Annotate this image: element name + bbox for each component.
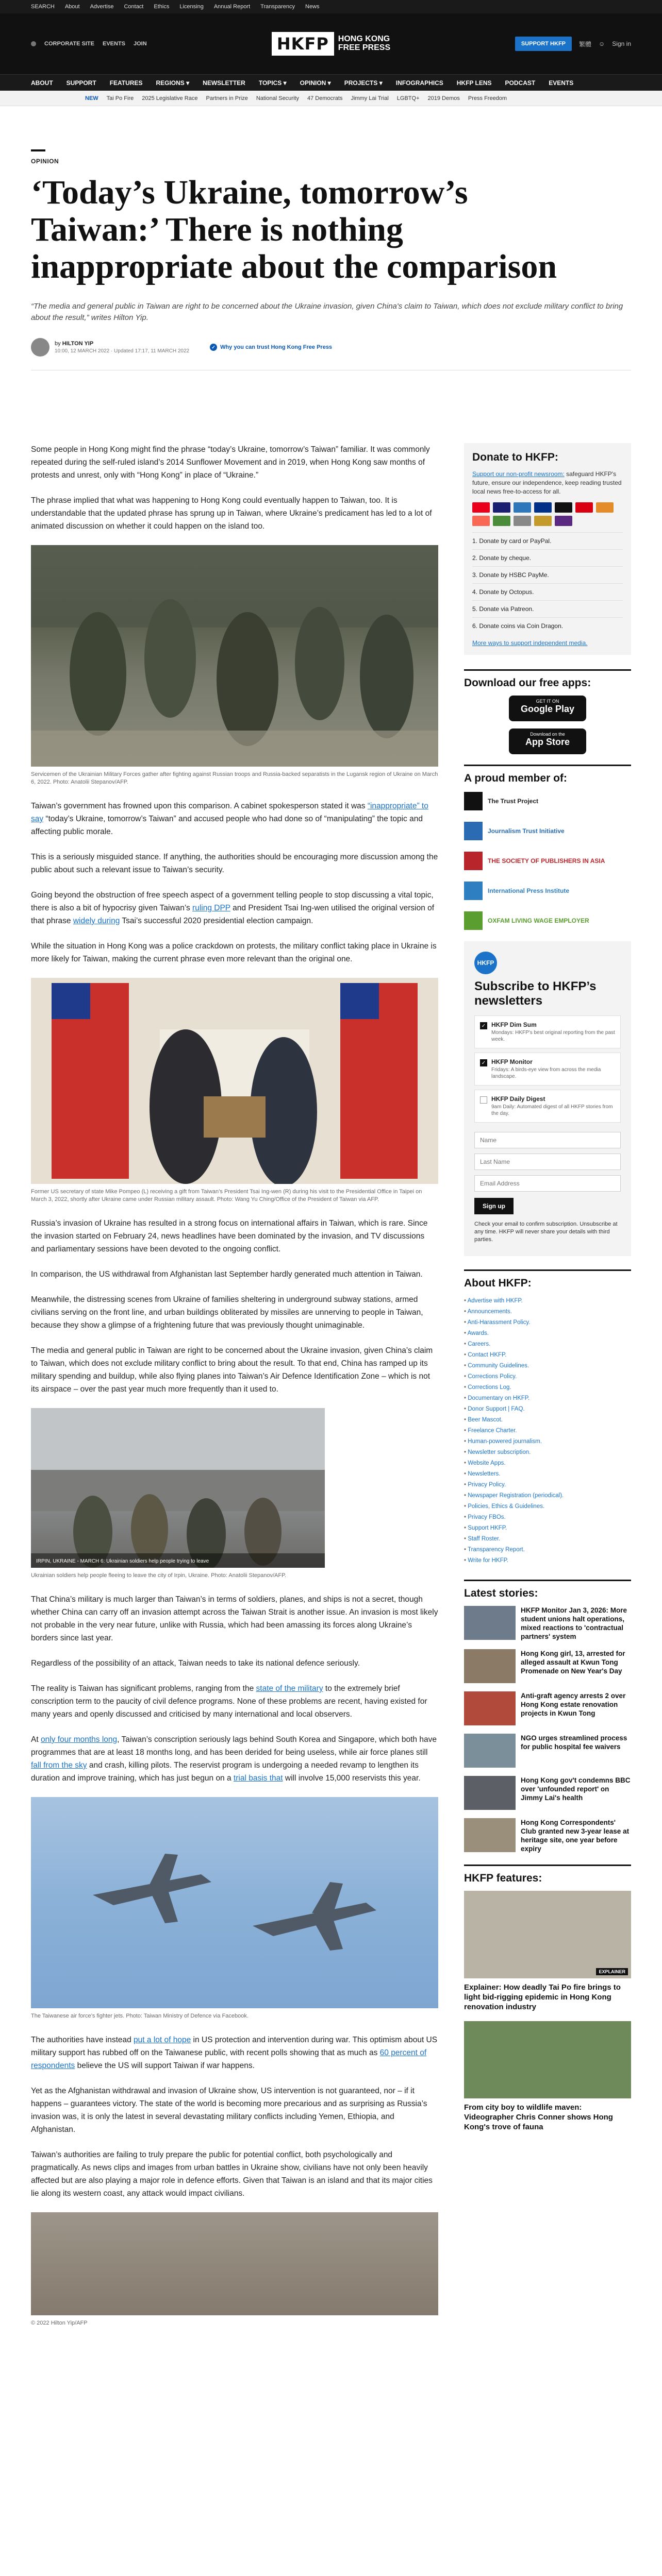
inline-link[interactable]: only four months long [40,1735,118,1744]
photo-caption: © 2022 Hilton Yip/AFP [31,2320,88,2326]
newsletter-option[interactable] [474,1015,621,1048]
newsletter-widget [464,941,631,1256]
about-link[interactable]: • Corrections Log. [464,1382,631,1393]
paragraph: That China’s military is much larger than Taiwan’s in terms of soldiers, planes, and ships is not a secret, though whether China can carry off an invasion attempt across the Taiwan Strait is another issue. An invasion is most likely not probable in the very near future, unlike with Russia, which had been amassing its forces along Ukraine’s borders since last year. [31,1595,438,1642]
newsletter-option-text [491,1021,615,1043]
feature-title[interactable]: From city boy to wildlife maven: Videographer Chris Conner shows Hong Kong's trove of fauna [464,2103,613,2131]
header-left-links [31,41,258,47]
paragraph: Meanwhile, the distressing scenes from Ukraine of families sheltering in underground subway stations, armed civilians serving on the front line, and urban buildings obliterated by missiles are unnerving to people in Taiwan, because they show a glimpse of a frightening future that was previously thought unimaginable. [31,1295,423,1330]
shield-icon: ✓ [210,344,217,351]
donate-option[interactable]: 3. Donate by HSBC PayMe. [472,566,623,583]
nav-hkfp-lens[interactable]: HKFP LENS [456,79,492,87]
byline-prefix: by [55,341,61,347]
fps-icon [493,516,510,526]
newsletter-option-text [491,1095,615,1117]
author-avatar[interactable] [31,338,49,357]
paragraph: Taiwan’s authorities are failing to truly prepare the public for potential conflict, both psychologically and pragmatically. As news clips and images from urban battles in Ukraine show, civilians have not only been heavily affected but are also playing a major role in defence efforts. Given that Taiwan is an island and that its major cities lie along its western coast, any attack would impact civilians. [31,2150,433,2198]
newsletter-desc: Mondays: HKFP's best original reporting from the past week. [491,1030,615,1042]
member-label: OXFAM LIVING WAGE EMPLOYER [488,917,589,924]
inline-link[interactable]: put a lot of hope [134,2036,191,2044]
feature-thumbnail[interactable] [464,2021,631,2098]
figure-ukrainian-soldiers [31,545,438,786]
sidebar [464,443,631,2141]
member-oxfam[interactable] [464,910,631,931]
topbar-search[interactable]: SEARCH [31,4,55,10]
trending-link[interactable]: LGBTQ+ [396,95,420,101]
google-play-badge[interactable] [509,696,586,721]
photo-overlay-text: IRPIN, UKRAINE - MARCH 6: Ukrainian soldiers help people trying to leave [36,1558,209,1564]
donate-option[interactable]: 5. Donate via Patreon. [472,600,623,617]
paragraph: Regardless of the possibility of an attack, Taiwan needs to take its national defence seriously. [31,1659,360,1668]
about-link[interactable]: • Contact HKFP. [464,1350,631,1361]
paragraph [31,2033,438,2072]
divider [464,1269,631,1271]
photo-caption: Servicemen of the Ukrainian Military Forces gather after fighting against Russian troops and Russia-backed separatists in the Lugansk region of Ukraine on March 6, 2022. Photo: Anatolii Stepanov/AFP. [31,771,438,785]
paragraph: Russia’s invasion of Ukraine has resulted in a strong focus on international affairs in Taiwan, which is rare. Since the invasion started on February 24, news headlines have been dominated by the invasion, and TV discussions and parliamentary sessions have been devoted to the ongoing conflict. [31,1219,428,1253]
email-input[interactable] [474,1175,621,1192]
checkbox-checked[interactable]: ✓ [480,1022,487,1029]
site-logo[interactable] [272,32,390,56]
trending-link[interactable]: National Security [256,95,299,101]
inline-link[interactable]: fall from the sky [31,1761,87,1770]
paragraph-text: Taiwan’s government has frowned upon this comparison. A cabinet spokesperson stated it was [31,802,368,810]
nav-opinion[interactable]: OPINION ▾ [300,79,331,87]
photo-fighter-jets[interactable] [31,1797,438,2008]
inline-link[interactable]: state of the military [256,1684,323,1693]
paragraph: In comparison, the US withdrawal from Afghanistan last September hardly generated much attention in Taiwan. [31,1270,423,1279]
photo-caption: The Taiwanese air force’s fighter jets. Photo: Taiwan Ministry of Defence via Facebook. [31,2013,249,2019]
payment-methods [472,502,623,526]
about-link[interactable]: • Newsletters. [464,1469,631,1480]
nav-events[interactable]: EVENTS [549,79,574,87]
app-store-big: App Store [525,737,570,747]
member-jti[interactable] [464,821,631,841]
paragraph-text: The authorities have instead [31,2036,134,2044]
photo-pompeo-tsai-art [31,978,438,1184]
nav-topics[interactable]: TOPICS ▾ [258,79,287,87]
newsletter-desc: 9am Daily: Automated digest of all HKFP stories from the day. [491,1104,613,1116]
inline-link[interactable]: ruling DPP [192,904,230,912]
about-link[interactable]: • Transparency Report. [464,1545,631,1555]
paragraph-text: Going beyond the obstruction of free speech aspect of a government telling people to stop discussing a vital topic, there is also a bit of hypocrisy given Taiwan’s [31,891,434,912]
newsletter-name: HKFP Daily Digest [491,1095,545,1103]
checkbox-unchecked[interactable] [480,1096,487,1104]
octopus-icon [596,502,614,513]
top-utility-bar [0,0,662,13]
mastercard-icon [472,502,490,513]
divider [464,669,631,671]
byline [31,338,631,357]
site-header [0,13,662,74]
topbar-annual-report[interactable]: Annual Report [213,4,251,10]
donate-title: Donate to HKFP: [472,451,558,463]
latest-story[interactable] [464,1776,631,1810]
about-link[interactable]: • Website Apps. [464,1458,631,1469]
story-thumbnail[interactable] [464,1606,516,1640]
article-body [31,443,438,2341]
signin-link[interactable]: Sign in [612,40,631,47]
figure-bottom [31,2212,438,2327]
donate-option[interactable]: 1. Donate by card or PayPal. [472,532,623,549]
article-header [31,149,631,370]
donate-intro-link[interactable]: Support our non-profit newsroom: [472,470,565,478]
about-link[interactable]: • Anti-Harassment Policy. [464,1317,631,1328]
members-title: A proud member of: [464,772,567,784]
latest-story[interactable] [464,1734,631,1768]
article-headline: ‘Today’s Ukraine, tomorrow’s Taiwan:’ There is nothing inappropriate about the comparison [31,174,557,285]
newsletter-title: Subscribe to HKFP’s newsletters [474,979,597,1008]
paragraph-text: At [31,1735,41,1744]
trending-link[interactable]: 2025 Legislative Race [142,95,198,101]
newsletter-option[interactable] [474,1090,621,1123]
section-rule [31,149,45,151]
trending-link[interactable]: Jimmy Lai Trial [351,95,389,101]
support-button[interactable]: SUPPORT HKFP [515,37,572,51]
inline-link[interactable]: trial basis that [233,1774,283,1783]
about-link[interactable]: • Corrections Policy. [464,1371,631,1382]
about-link[interactable]: • Community Guidelines. [464,1361,631,1371]
donate-intro [472,470,623,496]
trending-link[interactable]: Partners in Prize [206,95,248,101]
about-link[interactable]: • Human-powered journalism. [464,1436,631,1447]
photo-jets-art [31,1797,438,2008]
topbar-contact[interactable]: Contact [124,4,144,10]
topbar-ethics[interactable]: Ethics [154,4,170,10]
about-link[interactable]: • Advertise with HKFP. [464,1296,631,1307]
cheque-icon [514,516,531,526]
paragraph-text: in US protection and intervention during war. This optimism about US military support has rubbed off on the Taiwanese public, with recent polls showing that as much as [31,2036,438,2057]
latest-story[interactable] [464,1649,631,1683]
paragraph-text: Tsai’s successful 2020 presidential election campaign. [120,917,313,925]
why-trust-label: Why you can trust Hong Kong Free Press [220,344,333,350]
divider [464,1865,631,1866]
story-title[interactable]: NGO urges streamlined process for public hospital fee waivers [521,1734,627,1751]
features-title: HKFP features: [464,1872,542,1884]
about-link[interactable]: • Beer Mascot. [464,1415,631,1426]
paragraph: The media and general public in Taiwan are right to be concerned about the Ukraine invasion, given China’s claim to Taiwan, which does not exclude military conflict to bring about the result. To that end, China has ramped up its military spending and buildup, while also flying planes into Taiwan’s Air Defence Identification Zone – which is not its airspace – over the past year much more frequently than it used to. [31,1346,433,1394]
logo-line-2: FREE PRESS [338,43,391,52]
paragraph: The phrase implied that what was happening to Hong Kong could eventually happen to Taiwan, too. It is understandable that the updated phrase has sprung up in Taiwan, where Ukraine’s predicament has led to a lot of animated discussion on whether it could happen on the island too. [31,496,432,531]
hsbc-icon [575,502,593,513]
paragraph: While the situation in Hong Kong was a police crackdown on protests, the military conflict taking place in Ukraine is more likely for Taiwan, making the current phrase even more relevant than the original one. [31,942,437,963]
user-icon[interactable]: ☺ [599,40,605,47]
author-name[interactable]: HILTON YIP [62,341,94,347]
about-link[interactable]: • Documentary on HKFP. [464,1393,631,1404]
member-label: THE SOCIETY OF PUBLISHERS IN ASIA [488,857,605,865]
trending-link[interactable]: Tai Po Fire [106,95,134,101]
feature-thumbnail[interactable] [464,1891,631,1978]
member-label: The Trust Project [488,798,539,805]
latest-story[interactable] [464,1818,631,1853]
donate-option[interactable]: 2. Donate by cheque. [472,549,623,566]
logo-line-1: HONG KONG [338,35,390,44]
header-link-events[interactable]: EVENTS [102,41,125,47]
checkbox-checked[interactable]: ✓ [480,1059,487,1066]
figure-irpin [31,1408,438,1580]
header-actions [404,37,631,51]
divider [464,765,631,766]
story-title[interactable]: Anti-graft agency arrests 2 over Hong Kong estate renovation projects in Kwun Tong [521,1692,626,1717]
member-trust-project[interactable] [464,791,631,811]
main-navigation [0,74,662,91]
logo-mark: HKFP [272,32,334,56]
latest-title: Latest stories: [464,1587,538,1599]
header-link-join[interactable]: JOIN [134,41,147,47]
photo-soldiers[interactable] [31,545,438,767]
paragraph [31,889,438,927]
trust-project-logo [464,792,483,810]
divider [464,1580,631,1581]
feature-title[interactable]: Explainer: How deadly Tai Po fire brings to light bid-rigging epidemic in Hong Kong renovation industry [464,1983,621,2011]
paragraph [31,1682,438,1721]
nav-features[interactable]: FEATURES [109,79,143,87]
ipi-logo [464,882,483,900]
about-link[interactable]: • Announcements. [464,1307,631,1317]
publish-date: 10:00, 12 MARCH 2022 · Updated 17:17, 11 MARCH 2022 [55,348,190,354]
google-play-small: GET IT ON [536,699,559,704]
app-store-badge[interactable] [509,728,586,754]
story-thumbnail[interactable] [464,1691,516,1725]
about-link[interactable]: • Privacy Policy. [464,1480,631,1490]
topbar-advertise[interactable]: Advertise [90,4,114,10]
photo-caption: Ukrainian soldiers help people fleeing to leave the city of Irpin, Ukraine. Photo: Anatolii Stepanov/AFP. [31,1572,287,1579]
amex-icon [514,502,531,513]
donate-option[interactable]: 4. Donate by Octopus. [472,583,623,600]
app-store-small: Download on the [530,732,565,737]
figure-fighter-jets [31,1797,438,2020]
nav-support[interactable]: SUPPORT [66,79,96,87]
photo-caption: Former US secretary of state Mike Pompeo (L) receiving a gift from Taiwan’s President Tsai Ing-wen (R) during his visit to the Presidential Office in Taipei on March 3, 2022, shortly after Ukraine came under Russian military assault. Photo: Wang Yu Ching/Office of the President of Taiwan via AFP. [31,1189,422,1202]
story-thumbnail[interactable] [464,1776,516,1810]
paragraph: This is a seriously misguided stance. If anything, the authorities should be encouraging more discussion among the public about such a relevant issue to Taiwan’s security. [31,853,438,874]
sopa-logo [464,852,483,870]
alipay-icon [555,516,572,526]
topbar-licensing[interactable]: Licensing [179,4,204,10]
story-thumbnail[interactable] [464,1818,516,1852]
first-name-input[interactable] [474,1132,621,1148]
newsletter-option-text [491,1058,615,1080]
apple-pay-icon [555,502,572,513]
why-trust-link[interactable] [210,344,332,351]
photo-pompeo-tsai[interactable] [31,978,438,1184]
photo-irpin[interactable] [31,1408,325,1568]
newsletter-name: HKFP Dim Sum [491,1021,537,1028]
apps-title: Download our free apps: [464,677,591,689]
coin-icon [534,516,552,526]
author-line [55,341,189,347]
hkfp-logo-icon: HKFP [474,952,497,974]
topbar-transparency[interactable]: Transparency [260,4,295,10]
paragraph: Yet as the Afghanistan withdrawal and invasion of Ukraine show, US intervention is not guaranteed, nor – if it happens – guarantees victory. The state of the world is becoming more precarious and as surprising as Russia’s invasion was, it is only the latest in several devastating military conflicts including Yemen, Ethiopia, and Afghanistan. [31,2087,427,2134]
about-link[interactable]: • Newsletter subscription. [464,1447,631,1458]
donate-option[interactable]: 6. Donate coins via Coin Dragon. [472,617,623,634]
paragraph-text: and crash, killing pilots. The reservist program is undergoing a needed revamp to lengthen its duration and improve training, which has just begun on a [31,1761,419,1783]
paragraph-text: will involve 15,000 reservists this year. [283,1774,421,1783]
nav-regions[interactable]: REGIONS ▾ [156,79,190,87]
member-sopa[interactable] [464,851,631,871]
inline-link[interactable]: “inappropriate” to say [31,802,428,823]
paragraph-text: “today’s Ukraine, tomorrow’s Taiwan” and accused people who had done so of “manipulating” the topic and affecting public morale. [31,815,423,836]
paragraph-text: , Taiwan’s conscription seriously lags behind South Korea and Singapore, which both have programmes that are at least 18 months long, and has been derided for being useless, while air force planes still [31,1735,437,1757]
paragraph [31,800,438,838]
about-link[interactable]: • Policies, Ethics & Guidelines. [464,1501,631,1512]
nav-newsletter[interactable]: NEWSLETTER [203,79,245,87]
donate-more-link[interactable]: More ways to support independent media. [472,639,588,647]
header-link-corporate[interactable]: CORPORATE SITE [44,41,94,47]
about-link[interactable]: • Staff Roster. [464,1534,631,1545]
article-standfirst: “The media and general public in Taiwan are right to be concerned about the Ukraine invasion, given China's claim to Taiwan, which does not exclude military conflict to bring about the result,” writes Hilton Yip. [31,302,623,322]
nav-podcast[interactable]: PODCAST [505,79,536,87]
about-title: About HKFP: [464,1277,532,1289]
globe-icon [31,41,36,46]
trending-link[interactable]: Press Freedom [468,95,507,101]
about-link[interactable]: • Privacy FBOs. [464,1512,631,1523]
google-play-big: Google Play [520,704,575,714]
story-title[interactable]: Hong Kong Correspondents' Club granted new 3-year lease at heritage site, one year before expiry [521,1819,630,1853]
photo-soldiers-art [31,545,438,767]
nav-projects[interactable]: PROJECTS ▾ [344,79,383,87]
about-link[interactable]: • Careers. [464,1339,631,1350]
oxfam-logo [464,911,483,930]
signup-button[interactable]: Sign up [474,1198,514,1214]
feature-story[interactable] [464,2021,631,2132]
story-title[interactable]: Hong Kong girl, 13, arrested for alleged assault at Kwun Tong Promenade on New Year's Day [521,1650,625,1675]
paypal-icon [534,502,552,513]
story-thumbnail[interactable] [464,1734,516,1768]
newsletter-desc: Fridays: A birds-eye view from across the media landscape. [491,1067,601,1079]
about-links [464,1296,631,1566]
latest-story[interactable] [464,1606,631,1641]
topbar-news[interactable]: News [305,4,320,10]
language-toggle[interactable]: 繁體 [579,40,592,48]
about-link[interactable]: • Write for HKFP. [464,1555,631,1566]
newsletter-note: Check your email to confirm subscription. Unsubscribe at any time. HKFP will never share your details with third parties. [474,1221,618,1243]
story-title[interactable]: Hong Kong gov't condemns BBC over 'unfounded report' on Jimmy Lai's health [521,1776,631,1802]
paragraph-text: to the extremely brief conscription term to the paucity of civil defence programs. None of these problems are recent, having existed for many years and openly discussed and criticised by many international and local observers. [31,1684,427,1719]
donate-intro-text: safeguard HKFP's future, ensure our independence, keep reading trusted local news free-to-access for all. [472,470,622,495]
story-thumbnail[interactable] [464,1649,516,1683]
paragraph: Some people in Hong Kong might find the phrase “today’s Ukraine, tomorrow’s Taiwan” familiar. It was commonly repeated during the self-ruled island’s 2014 Sunflower Movement and in 2019, when Hong Kong saw months of protests and unrest, only with “Hong Kong” in place of “Ukraine.” [31,445,430,480]
trending-link[interactable]: 47 Democrats [307,95,343,101]
nav-infographics[interactable]: INFOGRAPHICS [395,79,443,87]
member-label: Journalism Trust Initiative [488,827,565,835]
paragraph-text: believe the US will support Taiwan if war happens. [75,2061,255,2070]
about-link[interactable]: • Donor Support | FAQ. [464,1404,631,1415]
topbar-about[interactable]: About [64,4,80,10]
new-badge: NEW [85,95,98,101]
inline-link[interactable]: widely during [73,917,120,925]
member-ipi[interactable] [464,880,631,901]
photo-irpin-art [31,1408,325,1568]
logo-wordmark [338,35,390,53]
photo-bottom[interactable] [31,2212,438,2315]
trending-bar [0,91,662,106]
inline-link[interactable]: 60 percent of respondents [31,2048,427,2070]
about-link[interactable]: • Awards. [464,1328,631,1339]
figure-pompeo-tsai [31,978,438,1204]
byline-text [55,341,189,354]
about-link[interactable]: • Newspaper Registration (periodical). [464,1490,631,1501]
newsletter-name: HKFP Monitor [491,1058,533,1065]
last-name-input[interactable] [474,1154,621,1170]
member-label: International Press Institute [488,887,570,894]
about-link[interactable]: • Support HKFP. [464,1523,631,1534]
story-title[interactable]: HKFP Monitor Jan 3, 2026: More student unions halt operations, mixed reactions to 'contractual partners' system [521,1606,627,1640]
paragraph-text: The reality is Taiwan has significant problems, ranging from the [31,1684,256,1693]
jti-logo [464,822,483,840]
paragraph-text: and President Tsai Ing-wen utilised the original version of that phrase [31,904,435,925]
section-kicker[interactable]: OPINION [31,158,59,165]
trending-link[interactable]: 2019 Demos [427,95,460,101]
visa-icon [493,502,510,513]
nav-about[interactable]: ABOUT [31,79,53,87]
feature-story[interactable] [464,1891,631,2012]
patreon-icon [472,516,490,526]
newsletter-option[interactable] [474,1053,621,1086]
about-link[interactable]: • Freelance Charter. [464,1426,631,1436]
latest-story[interactable] [464,1691,631,1725]
feature-tag: EXPLAINER [596,1968,628,1975]
donate-widget [464,443,631,655]
paragraph [31,1733,438,1785]
